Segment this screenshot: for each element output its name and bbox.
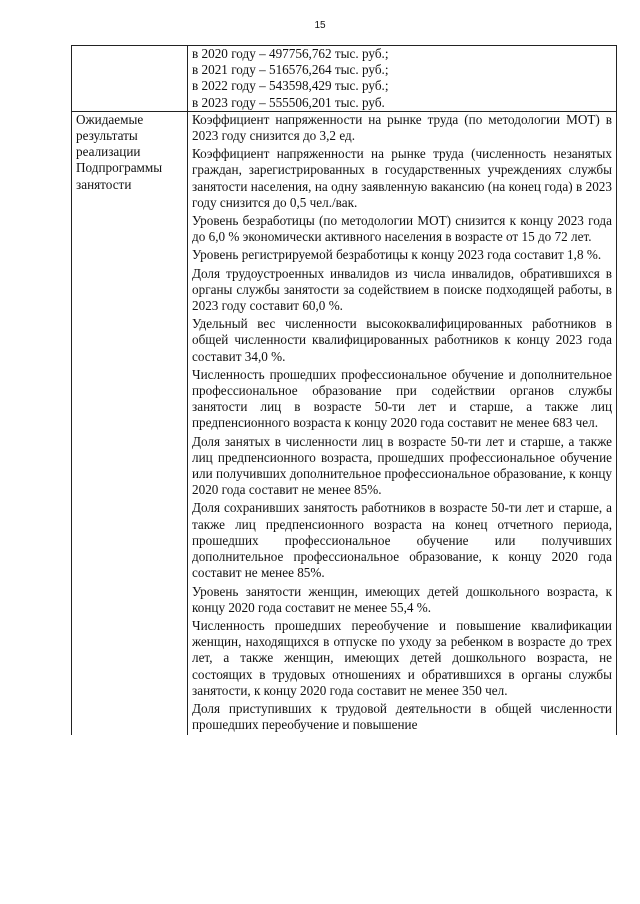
funding-line-2021: в 2021 году – 516576,264 тыс. руб.; (192, 62, 389, 78)
funding-line-2020: в 2020 году – 497756,762 тыс. руб.; (192, 46, 389, 61)
result-paragraph: Коэффициент напряженности на рынке труда (численность незанятых граждан, зарегистрированных в государственных учреждениях службы занятости населения, на одну заявленную вакансию (на конец года) в 2023 году снизится до 0,5 чел./вак. (192, 146, 612, 210)
program-table (71, 45, 617, 735)
result-paragraph: Доля занятых в численности лиц в возрасте 50-ти лет и старше, а также лиц предпенсионного возраста, прошедших профессиональное обучение или получивших дополнительное профессиональное образование, к концу 2020 года составит не менее 85%. (192, 433, 612, 498)
funding-cell (188, 46, 617, 112)
funding-line-2022: в 2022 году – 543598,429 тыс. руб.; (192, 78, 389, 94)
result-paragraph: Уровень занятости женщин, имеющих детей дошкольного возраста, к концу 2020 года составит не менее 55,4 %. (192, 583, 612, 615)
result-paragraph: Коэффициент напряженности на рынке труда (по методологии МОТ) в 2023 году снизится до 3,2 ед. (192, 111, 612, 144)
result-paragraph: Доля трудоустроенных инвалидов из числа инвалидов, обратившихся в органы службы занятости за содействием в поиске подходящей работы, в 2023 году составит 60,0 %. (192, 265, 612, 314)
results-label-cell (72, 111, 188, 735)
funding-left-cell (72, 46, 188, 112)
result-paragraph: Численность прошедших переобучение и повышение квалификации женщин, находящихся в отпуске по уходу за ребенком в возрасте до трех лет, а также женщин, имеющих детей дошкольного возраста, не состоящих в трудовых отношениях и обратившихся в органы службы занятости, к концу 2020 года составит не менее 350 чел. (192, 617, 612, 698)
results-label: Ожидаемые результаты реализации Подпрограммы занятости (76, 111, 163, 192)
result-paragraph: Уровень регистрируемой безработицы к концу 2023 года составит 1,8 %. (192, 247, 602, 263)
funding-line-2023: в 2023 году – 555506,201 тыс. руб. (192, 94, 385, 110)
result-paragraph: Численность прошедших профессиональное обучение и дополнительное профессиональное образование при содействии органов службы занятости лиц в возрасте 50-ти лет и старше, а также лиц предпенсионного возраста к концу 2020 года составит не менее 683 чел. (192, 366, 612, 431)
result-paragraph: Доля приступивших к трудовой деятельности в общей численности прошедших переобучение и повышение (192, 700, 612, 733)
funding-row (72, 46, 617, 112)
result-paragraph: Удельный вес численности высококвалифицированных работников в общей численности квалифицированных работников к концу 2023 года составит 34,0 %. (192, 316, 612, 364)
results-cell (188, 111, 617, 735)
result-paragraph: Доля сохранивших занятость работников в возрасте 50-ти лет и старше, а также лиц предпенсионного возраста на конец отчетного периода, прошедших профессиональное обучение или получивших дополнительное профессиональное образование, к концу 2020 года составит не менее 85%. (192, 500, 612, 581)
results-row (72, 111, 617, 735)
result-paragraph: Уровень безработицы (по методологии МОТ) снизится к концу 2023 года до 6,0 % экономически активного населения в возрасте от 15 до 72 лет. (192, 213, 612, 245)
page-number: 15 (314, 20, 326, 31)
